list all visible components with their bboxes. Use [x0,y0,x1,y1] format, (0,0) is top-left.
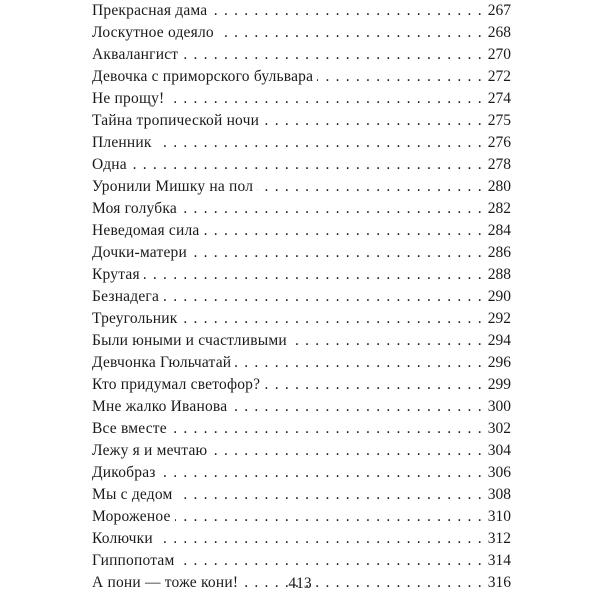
toc-entry-page: 308 [483,484,511,506]
toc-entry-title: Кто придумал светофор? [92,376,264,393]
toc-entry-title: Девочка с приморского бульвара [92,68,317,85]
toc-entry-page: 310 [483,506,511,528]
toc-entry-title: А пони — тоже кони! [92,574,242,591]
toc-entry-page: 288 [483,264,511,286]
toc-entry-title: Крутая [92,266,144,283]
toc-entry-page: 300 [483,396,511,418]
toc-entry-title: Мороженое [92,508,175,525]
toc-entry [92,0,511,22]
toc-entry-title: Аквалангист [92,46,182,63]
toc-entry-title: Лоскутное одеяло [92,24,218,41]
toc-entry-page: 280 [483,176,511,198]
toc-entry-title: Прекрасная дама [92,2,211,19]
toc-entry [92,308,511,330]
toc-entry-title: Мне жалко Иванова [92,398,231,415]
toc-entry-page: 275 [483,110,511,132]
toc-entry [92,198,511,220]
toc-entry [92,66,511,88]
table-of-contents [92,0,511,594]
toc-entry-title: Были юными и счастливыми [92,332,291,349]
toc-entry [92,396,511,418]
toc-entry-title: Пленник [92,134,156,151]
toc-entry-page: 272 [483,66,511,88]
toc-entry-page: 296 [483,352,511,374]
toc-entry-page: 286 [483,242,511,264]
toc-entry [92,440,511,462]
toc-entry [92,154,511,176]
toc-entry-title: Одна [92,156,131,173]
toc-entry-title: Девчонка Гюльчатай [92,354,235,371]
toc-entry-title: Безнадега [92,288,163,305]
toc-entry-title: Дикобраз [92,464,160,481]
toc-entry-page: 294 [483,330,511,352]
toc-entry [92,484,511,506]
toc-entry-page: 276 [483,132,511,154]
toc-entry [92,242,511,264]
toc-entry [92,88,511,110]
toc-entry [92,352,511,374]
toc-entry [92,220,511,242]
toc-entry-page: 312 [483,528,511,550]
toc-entry [92,286,511,308]
toc-entry-title: Уронили Мишку на пол [92,178,257,195]
toc-entry [92,330,511,352]
toc-entry-title: Мы с дедом [92,486,177,503]
toc-entry-title: Лежу я и мечтаю [92,442,211,459]
toc-entry-page: 314 [483,550,511,572]
toc-entry-page: 316 [483,572,511,594]
toc-entry-page: 267 [483,0,511,22]
toc-entry [92,462,511,484]
page-number: 413 [288,575,312,592]
toc-entry-title: Гиппопотам [92,552,179,569]
toc-entry [92,374,511,396]
toc-entry-title: Треугольник [92,310,182,327]
toc-entry-page: 268 [483,22,511,44]
toc-entry [92,550,511,572]
toc-entry-title: Не прощу! [92,90,168,107]
toc-entry-page: 284 [483,220,511,242]
toc-entry-page: 278 [483,154,511,176]
toc-entry-page: 290 [483,286,511,308]
toc-entry [92,418,511,440]
toc-entry-title: Неведомая сила [92,222,204,239]
toc-entry [92,22,511,44]
toc-entry-page: 270 [483,44,511,66]
toc-entry-title: Тайна тропической ночи [92,112,263,129]
toc-entry-title: Моя голубка [92,200,181,217]
toc-entry-page: 282 [483,198,511,220]
toc-entry-page: 302 [483,418,511,440]
toc-entry [92,110,511,132]
toc-entry-title: Все вместе [92,420,171,437]
toc-entry [92,132,511,154]
toc-entry-title: Дочки-матери [92,244,191,261]
toc-entry-page: 299 [483,374,511,396]
toc-entry-page: 306 [483,462,511,484]
toc-entry-title: Колючки [92,530,157,547]
toc-entry [92,264,511,286]
toc-entry [92,528,511,550]
toc-entry [92,506,511,528]
toc-entry-page: 274 [483,88,511,110]
toc-entry [92,44,511,66]
toc-entry-page: 304 [483,440,511,462]
toc-entry-page: 292 [483,308,511,330]
toc-entry [92,176,511,198]
